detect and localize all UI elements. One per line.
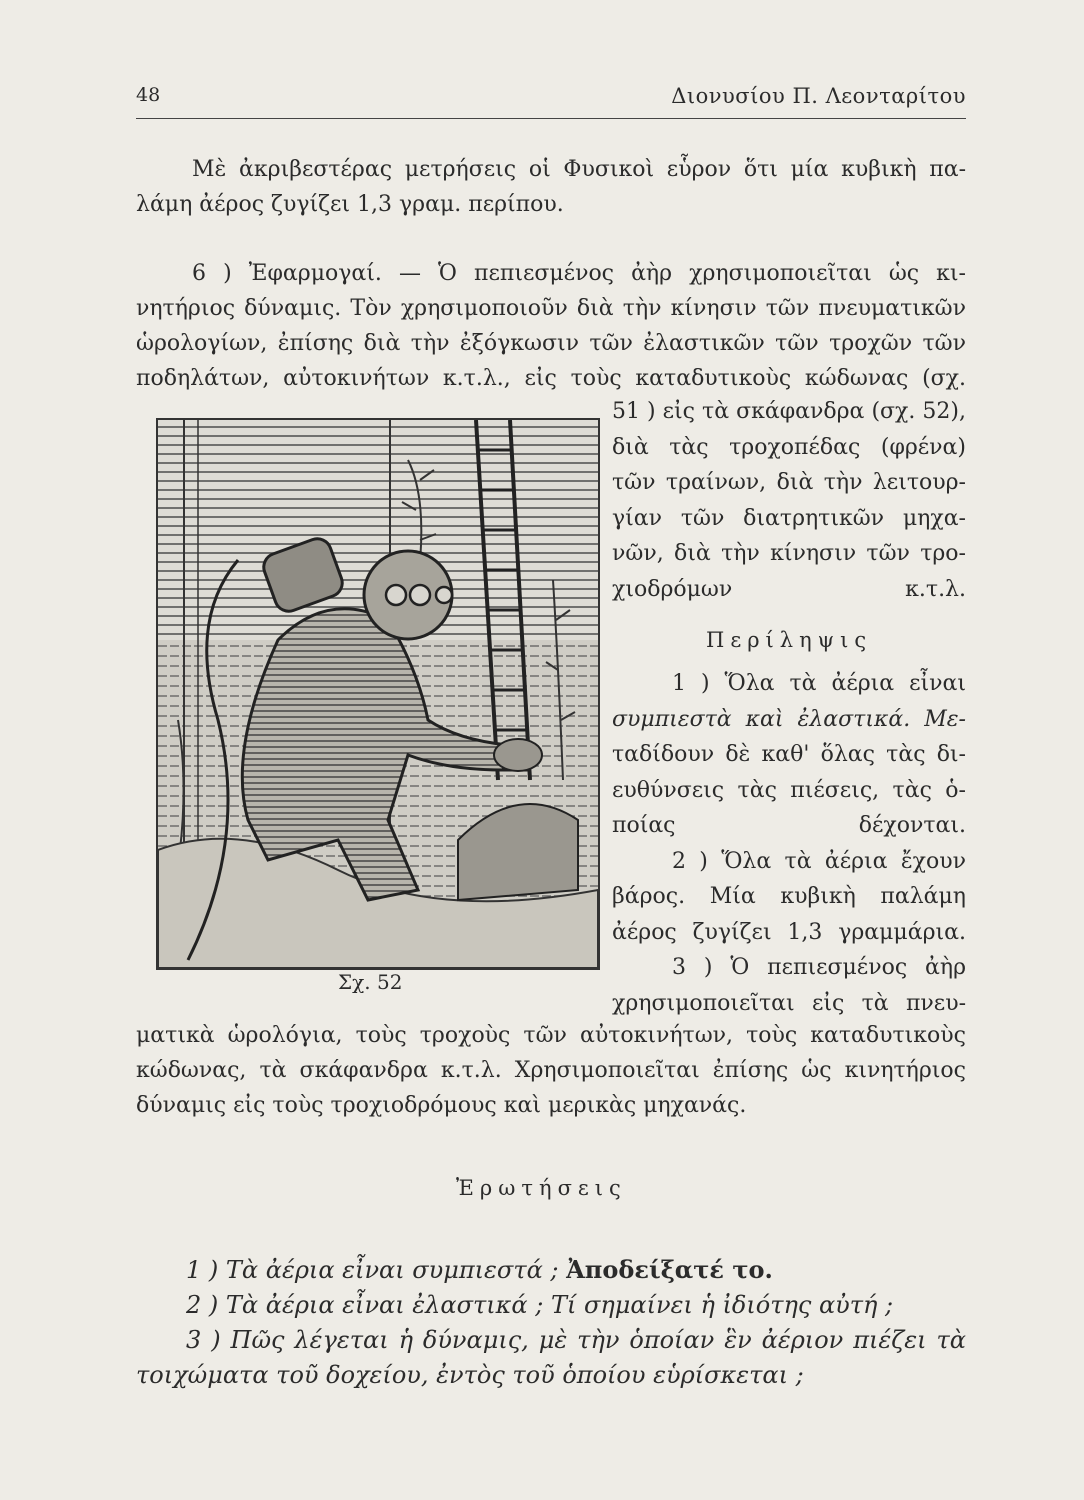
intro-paragraph [136,152,966,222]
page-header [136,84,966,119]
summary-side-line: συμπιεστὰ καὶ ἐλαστικά. Με- [612,706,966,732]
question-1-bold: Ἀποδείξατέ το. [566,1255,773,1284]
summary-full-line: ματικὰ ὡρολόγια, τοὺς τροχοὺς τῶν αὐτοκινήτων, τοὺς καταδυτικοὺς [136,1023,966,1048]
applications-side-line: τῶν τραίνων, διὰ τὴν λειτουρ- [612,470,966,495]
running-head: Διονυσίου Π. Λεονταρίτου [671,84,966,108]
summary-side-line: ἀέρος ζυγίζει 1,3 γραμμάρια. [612,919,966,945]
summary-side-line: 1 ) Ὅλα τὰ ἀέρια εἶναι [672,671,966,696]
summary-full-line: δύναμις εἰς τοὺς τροχιοδρόμους καὶ μερικὰς μηχανάς. [136,1093,747,1118]
questions-heading: Ἐρωτήσεις [456,1176,627,1200]
applications-side-line: γίαν τῶν διατρητικῶν μηχα- [612,505,966,531]
applications-line-1 [136,256,966,291]
applications-side-line: διὰ τὰς τροχοπέδας (φρένα) [612,434,966,460]
page-number: 48 [136,84,161,106]
applications-line-3: ὡρολογίων, ἐπίσης διὰ τὴν ἐξόγκωσιν τῶν ἐλαστικῶν τῶν τροχῶν τῶν [136,331,966,356]
summary-side-line: ευθύνσεις τὰς πιέσεις, τὰς ὁ- [612,777,966,803]
applications-side-line: νῶν, διὰ τὴν κίνησιν τῶν τρο- [612,541,966,566]
summary-side-line: 2 ) Ὅλα τὰ ἀέρια ἔχουν [672,848,966,874]
diver-figure [156,418,600,970]
summary-side-line: ταδίδουν δὲ καθ' ὅλας τὰς δι- [612,742,966,767]
summary-side-column [612,666,966,1021]
questions-list [136,1252,966,1393]
intro-line-1: Μὲ ἀκριβεστέρας μετρήσεις οἱ Φυσικοὶ εὗρον ὅτι μία κυβικὴ πα- [192,157,966,182]
question-1 [136,1252,966,1288]
applications-side-line: χιοδρόμων κ.τ.λ. [612,576,966,602]
summary-side-line: 3 ) Ὁ πεπιεσμένος ἀὴρ [672,955,966,980]
intro-line-2: λάμη ἀέρος ζυγίζει 1,3 γραμ. περίπου. [136,192,564,217]
applications-side-column [612,394,966,607]
summary-heading: Περίληψις [706,628,873,652]
applications-line-2: νητήριος δύναμις. Τὸν χρησιμοποιοῦν διὰ τὴν κίνησιν τῶν πνευματικῶν [136,296,966,321]
applications-line-4: ποδηλάτων, αὐτοκινήτων κ.τ.λ., εἰς τοὺς καταδυτικοὺς κώδωνας (σχ. [136,366,966,391]
summary-side-line: ποίας δέχονται. [612,813,966,838]
question-2: 2 ) Τὰ ἀέρια εἶναι ἐλαστικά ; Τί σημαίνει ἡ ἰδιότης αὐτή ; [186,1291,894,1319]
question-3-line-2: τοιχώματα τοῦ δοχείου, ἐντὸς τοῦ ὁποίου εὑρίσκεται ; [136,1361,804,1389]
diver-illustration-icon [158,420,598,968]
summary-side-line: βάρος. Μία κυβικὴ παλάμη [612,884,966,909]
summary-continuation [136,1018,966,1123]
summary-side-line: χρησιμοποιεῖται εἰς τὰ πνευ- [612,990,966,1016]
question-3-line-1: 3 ) Πῶς λέγεται ἡ δύναμις, μὲ τὴν ὁποίαν ἓν ἀέριον πιέζει τὰ [186,1326,966,1354]
summary-full-line: κώδωνας, τὰ σκάφανδρα κ.τ.λ. Χρησιμοποιεῖται ἐπίσης ὡς κινητήριος [136,1058,966,1083]
applications-side-line: 51 ) εἰς τὰ σκάφανδρα (σχ. 52), [612,399,966,424]
applications-line-1-text: — Ὁ πεπιεσμένος ἀὴρ χρησιμοποιεῖται ὡς κι- [398,261,966,286]
applications-heading: 6 ) Ἐφαρμογαί. [192,261,382,286]
question-1-text: 1 ) Τὰ ἀέρια εἶναι συμπιεστά ; [186,1256,567,1284]
figure-caption: Σχ. 52 [338,970,403,994]
applications-paragraph [136,256,966,396]
